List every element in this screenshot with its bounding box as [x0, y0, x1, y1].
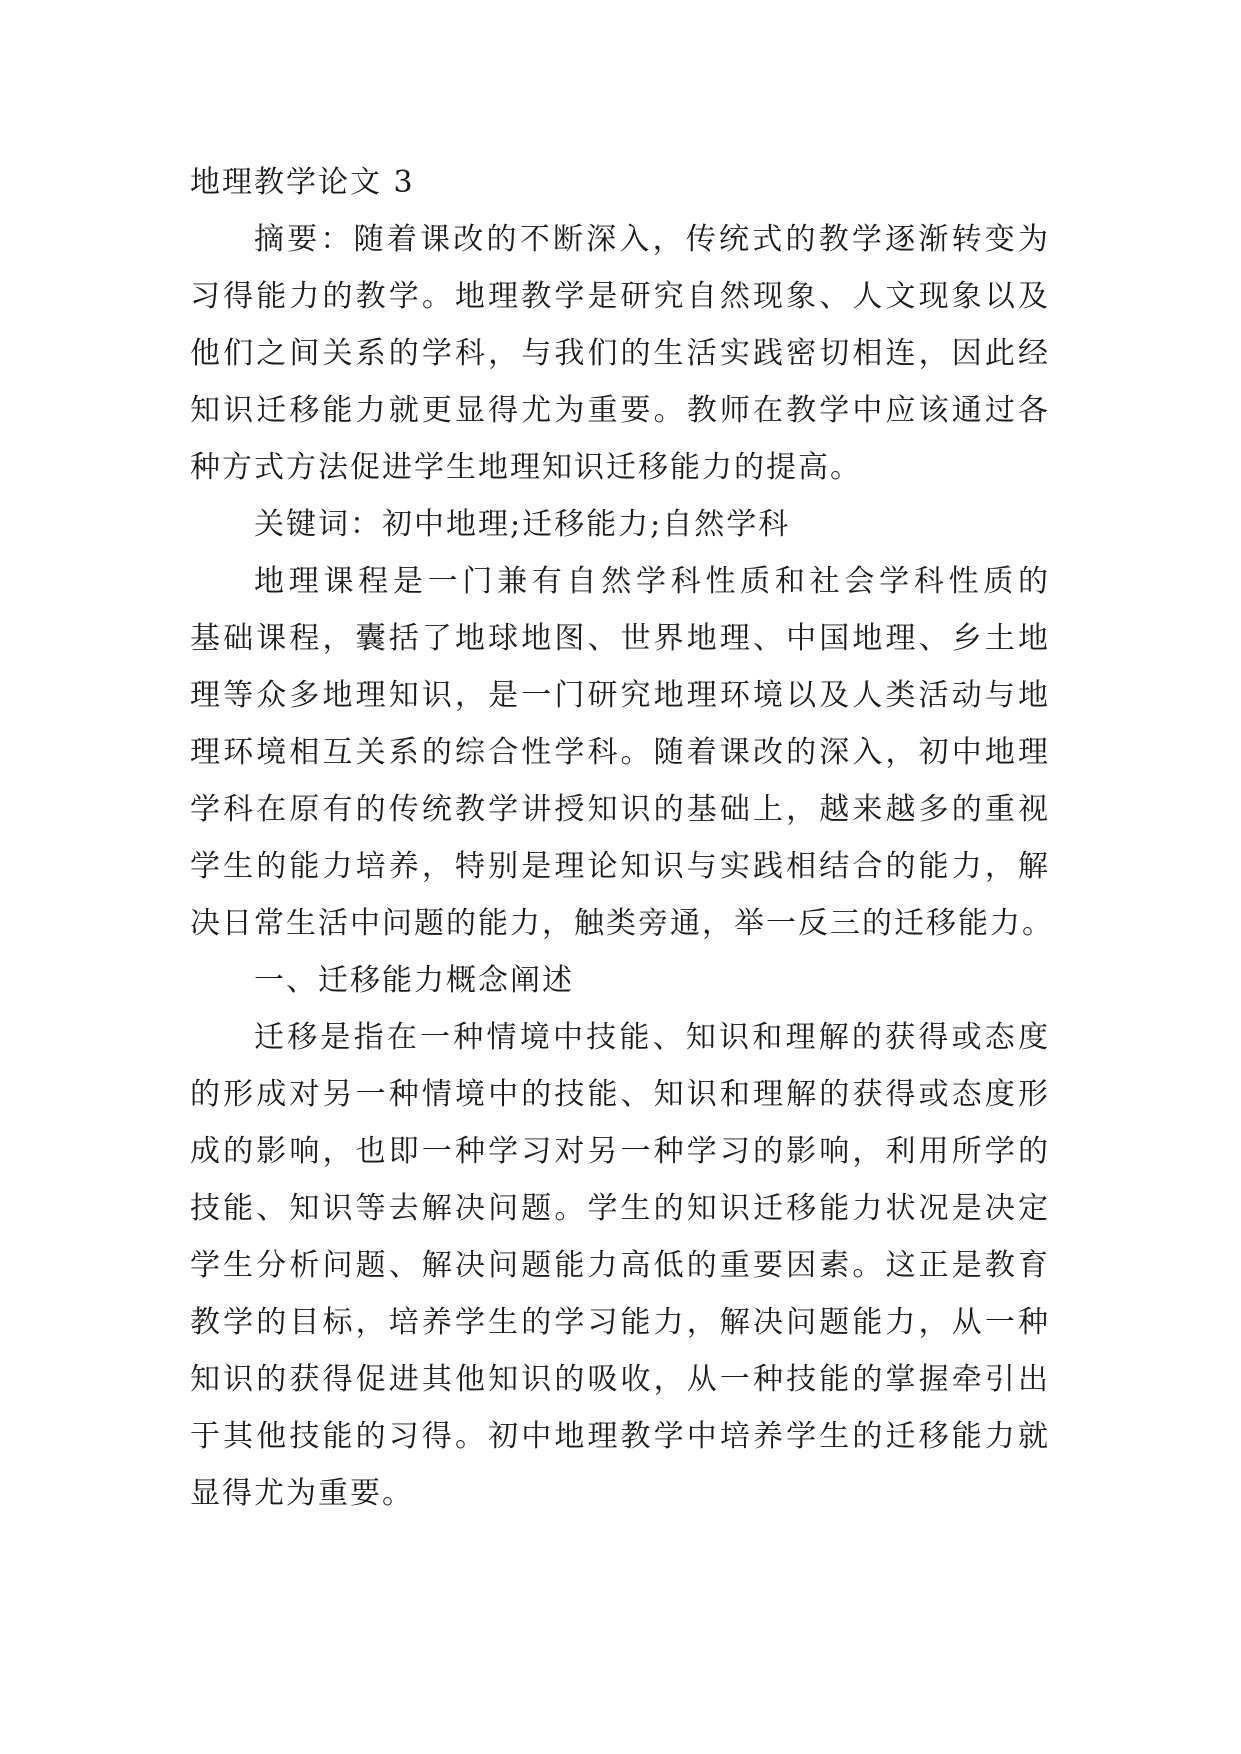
section-line: 于其他技能的习得。初中地理教学中培养学生的迁移能力就 — [190, 1419, 1050, 1454]
abstract-line: 摘要：随着课改的不断深入，传统式的教学逐渐转变为 — [254, 222, 1050, 257]
section-heading: 一、迁移能力概念阐述 — [254, 963, 574, 998]
section-line: 技能、知识等去解决问题。学生的知识迁移能力状况是决定 — [190, 1191, 1050, 1226]
abstract-line: 他们之间关系的学科，与我们的生活实践密切相连，因此经 — [190, 336, 1050, 371]
section-line: 成的影响，也即一种学习对另一种学习的影响，利用所学的 — [190, 1134, 1050, 1169]
intro-line: 学科在原有的传统教学讲授知识的基础上，越来越多的重视 — [190, 792, 1050, 827]
intro-paragraph — [190, 553, 1054, 952]
abstract-line: 习得能力的教学。地理教学是研究自然现象、人文现象以及 — [190, 279, 1050, 314]
intro-line: 基础课程，囊括了地球地图、世界地理、中国地理、乡土地 — [190, 621, 1050, 656]
section-line: 的形成对另一种情境中的技能、知识和理解的获得或态度形 — [190, 1077, 1050, 1112]
section-line: 知识的获得促进其他知识的吸收，从一种技能的掌握牵引出 — [190, 1362, 1050, 1397]
section-paragraph — [190, 1009, 1050, 1522]
abstract-paragraph — [190, 211, 1050, 496]
keywords-line: 关键词：初中地理;迁移能力;自然学科 — [254, 507, 791, 542]
intro-line: 地理课程是一门兼有自然学科性质和社会学科性质的 — [254, 564, 1050, 599]
intro-line: 理等众多地理知识，是一门研究地理环境以及人类活动与地 — [190, 678, 1050, 713]
section-line: 教学的目标，培养学生的学习能力，解决问题能力，从一种 — [190, 1305, 1050, 1340]
section-line: 迁移是指在一种情境中技能、知识和理解的获得或态度 — [254, 1020, 1050, 1055]
intro-line: 理环境相互关系的综合性学科。随着课改的深入，初中地理 — [190, 735, 1050, 770]
document-body — [190, 154, 1054, 1522]
intro-line: 决日常生活中问题的能力，触类旁通，举一反三的迁移能力。 — [190, 906, 1054, 941]
abstract-line: 知识迁移能力就更显得尤为重要。教师在教学中应该通过各 — [190, 393, 1050, 428]
document-title: 地理教学论文 3 — [190, 165, 415, 200]
intro-line: 学生的能力培养，特别是理论知识与实践相结合的能力，解 — [190, 849, 1050, 884]
section-line: 学生分析问题、解决问题能力高低的重要因素。这正是教育 — [190, 1248, 1050, 1283]
abstract-line: 种方式方法促进学生地理知识迁移能力的提高。 — [190, 450, 862, 485]
section-line: 显得尤为重要。 — [190, 1476, 414, 1511]
